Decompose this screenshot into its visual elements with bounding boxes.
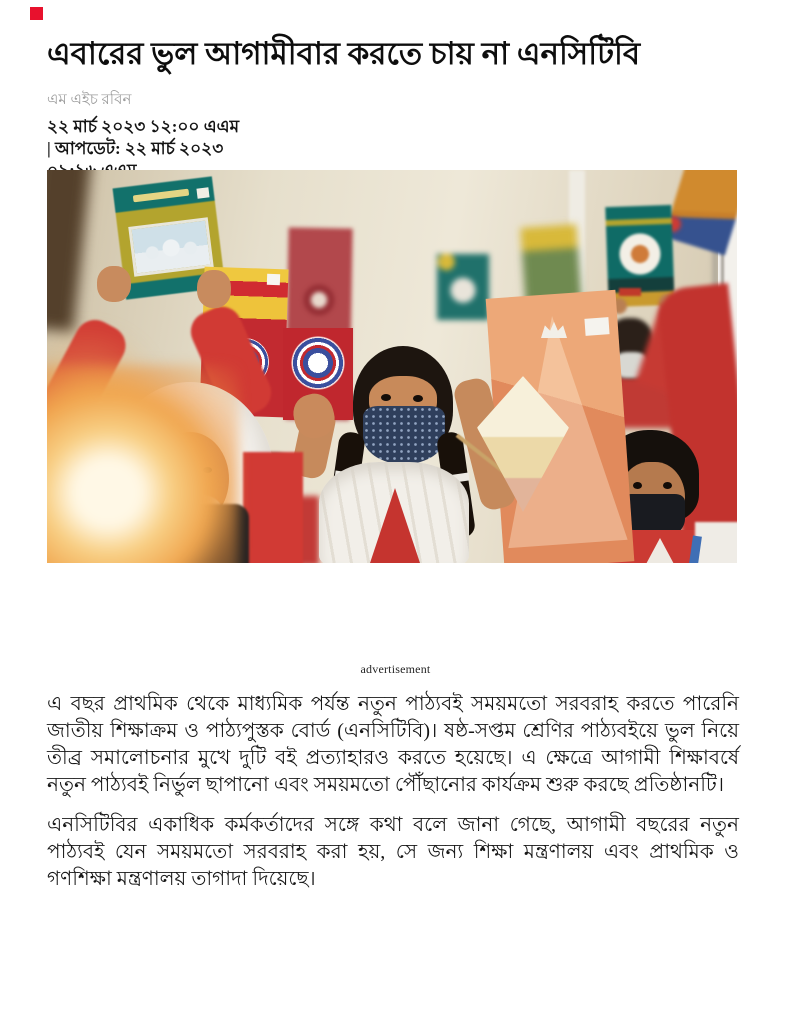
article-body <box>47 691 739 906</box>
article-byline <box>47 88 447 182</box>
photo-book-corner-label <box>267 274 280 285</box>
photo-hand <box>197 270 231 308</box>
photo-student-center-mask <box>363 406 445 464</box>
photo-dark-corner <box>47 170 92 332</box>
author-name: এম এইচ রবিন <box>47 92 132 108</box>
photo-book-red-mandala <box>291 336 345 390</box>
photo-book-logo <box>196 187 209 198</box>
photo-book-teal-back <box>437 254 489 320</box>
updated-date: | আপডেট: ২২ মার্চ ২০২৩ <box>47 139 224 158</box>
photo-eye <box>381 394 391 401</box>
body-paragraph: এ বছর প্রাথমিক থেকে মাধ্যমিক পর্যন্ত নতুন পাঠ্যবই সময়মতো সরবরাহ করতে পারেনি জাতীয় শিক্ষাক্রম ও পাঠ্যপুস্তক বোর্ড (এনসিটিবি)। ষষ্ঠ-সপ্তম শ্রেণির পাঠ্যবইয়ে ভুল নিয়ে তীব্র সমালোচনার মুখে দুটি বই প্রত্যাহারও করতে হয়েছে। এ ক্ষেত্রে আগামী শিক্ষাবর্ষে নতুন পাঠ্যবই নির্ভুল ছাপানো এবং সময়মতো পৌঁছানোর কার্যক্রম শুরু করছে প্রতিষ্ঠানটি। <box>47 693 739 796</box>
advertisement-label: advertisement <box>360 662 431 676</box>
article-photo <box>47 170 737 563</box>
photo-book-mosque-image <box>128 217 213 276</box>
photo-eye <box>413 395 423 402</box>
photo-eye <box>633 482 642 489</box>
article-title: এবারের ভুল আগামীবার করতে চায় না এনসিটিবি <box>47 36 641 71</box>
published-date: ২২ মার্চ ২০২৩ ১২:০০ এএম <box>47 117 240 136</box>
site-logo-mark[interactable] <box>30 7 43 20</box>
photo-book-emblem <box>618 232 662 276</box>
photo-book-orange-blue <box>664 170 737 255</box>
photo-orange-glow <box>47 365 239 563</box>
photo-student-left-sweater <box>243 452 303 563</box>
photo-eye <box>663 482 672 489</box>
body-paragraph: এনসিটিবির একাধিক কর্মকর্তাদের সঙ্গে কথা বলে জানা গেছে, আগামী বছরের নতুন পাঠ্যবই যেন সময়মতো সরবরাহ করা হয়, সে জন্য শিক্ষা মন্ত্রণালয় এবং প্রাথমিক ও গণশিক্ষা মন্ত্রণালয় তাগাদা দিয়েছে। <box>47 814 739 890</box>
photo-book-label <box>619 288 641 296</box>
photo-hand <box>97 266 131 302</box>
photo-book-white-label <box>584 317 609 336</box>
photo-book-red-emblem <box>297 278 341 322</box>
photo-white-shirt <box>695 522 737 563</box>
